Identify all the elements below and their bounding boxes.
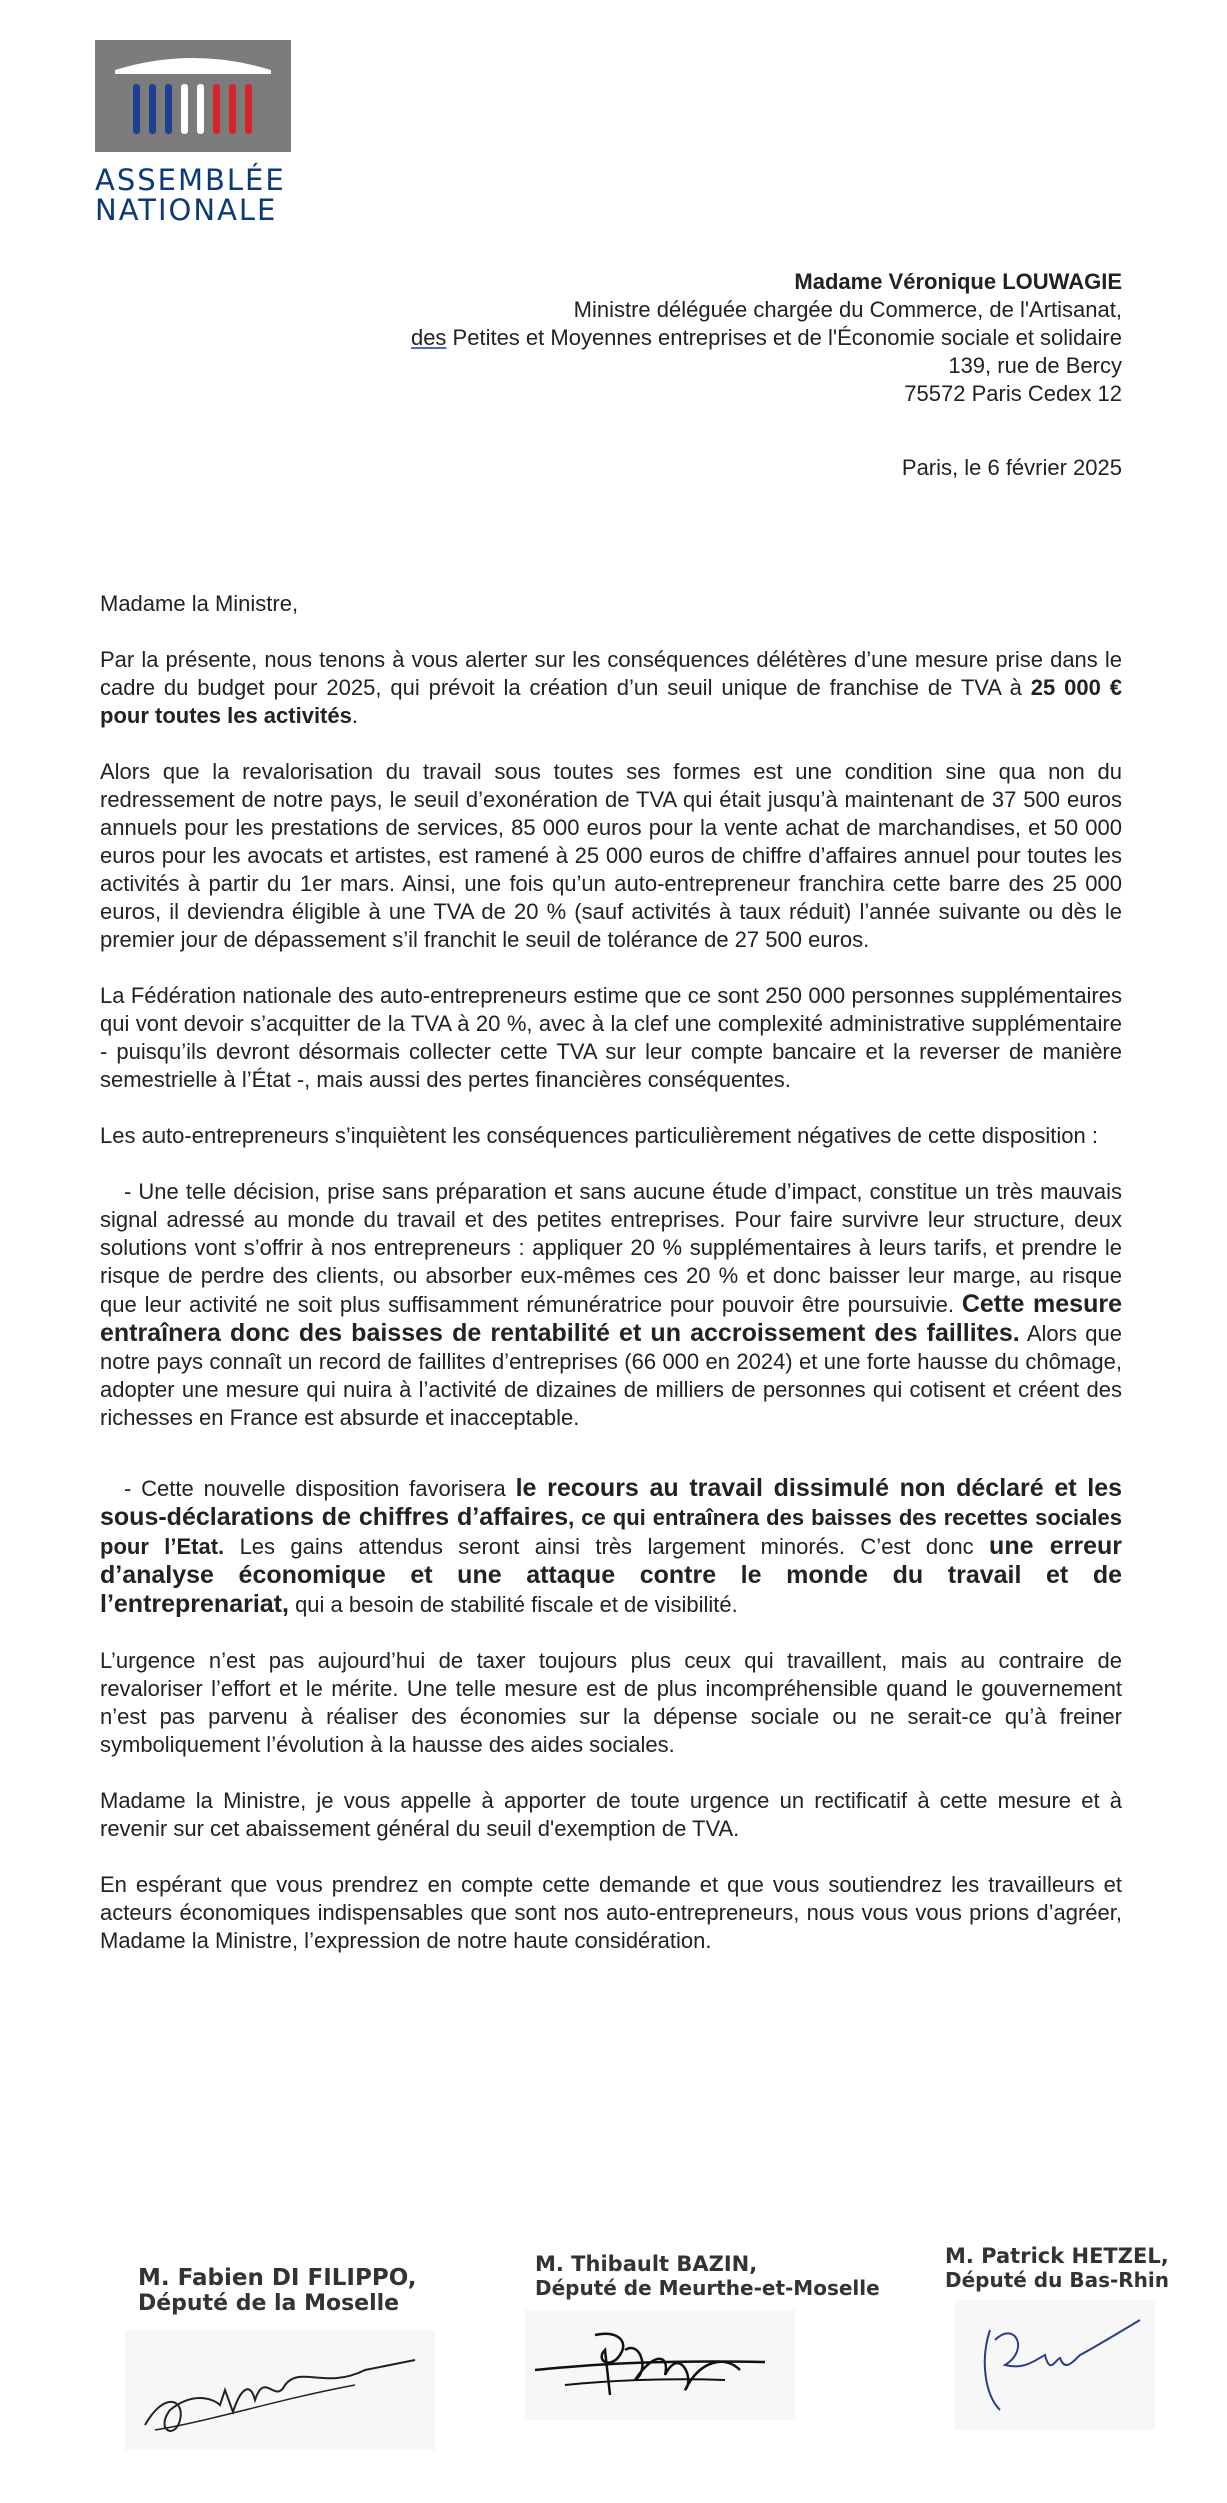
paragraph-2: Alors que la revalorisation du travail sous toutes ses formes est une condition sine qua non du redressement de notre pays, le seuil d’exonération de TVA qui était jusqu’à maintenant de 37 500 euros annuels pour les prestations de services, 85 000 euros pour la vente achat de marchandises, et 50 000 euros pour les avocats et artistes, est ramené à 25 000 euros de chiffre d’affaires annuel pour toutes les activités à partir du 1er mars. Ainsi, une fois qu’un auto-entrepreneur franchira cette barre des 25 000 euros, il deviendra éligible à une TVA de 20 % (sauf activités à taux réduit) l’année suivante ou dès le premier jour de dépassement s’il franchit le seuil de tolérance de 27 500 euros.	[100, 759, 1122, 952]
logo-pillar	[165, 84, 172, 134]
recipient-line-3: 139, rue de Bercy	[948, 353, 1122, 378]
recipient-address-block	[411, 268, 1122, 408]
logo-text	[95, 165, 305, 225]
logo-pillar	[181, 84, 188, 134]
assemblee-nationale-logo	[95, 40, 305, 225]
logo-pillar	[213, 84, 220, 134]
paragraph-8: Madame la Ministre, je vous appelle à apporter de toute urgence un rectificatif à cette mesure et à revenir sur cet abaissement général du seuil d'exemption de TVA.	[100, 1788, 1122, 1841]
paragraph-6-end: qui a besoin de stabilité fiscale et de visibilité.	[288, 1592, 738, 1617]
paragraph-6-text: - Cette nouvelle disposition favorisera	[124, 1476, 516, 1501]
recipient-line-4: 75572 Paris Cedex 12	[904, 381, 1122, 406]
logo-line-1: ASSEMBLÉE	[95, 163, 286, 197]
paragraph-1-bold: 25 000 € pour toutes les activités	[100, 675, 1123, 728]
signatory-title: Député de Meurthe-et-Moselle	[535, 2276, 880, 2300]
letter-body	[100, 590, 1122, 1983]
signatory-name: M. Patrick HETZEL,	[945, 2244, 1169, 2268]
letter-date: Paris, le 6 février 2025	[901, 455, 1122, 480]
paragraph-3: La Fédération nationale des auto-entrepreneurs estime que ce sont 250 000 personnes supplémentaires qui vont devoir s’acquitter de la TVA à 20 %, avec à la clef une complexité administrative supplémentaire - puisqu’ils devront désormais collecter cette TVA sur leur compte bancaire et la reverser de manière semestrielle à l’État -, mais aussi des pertes financières conséquentes.	[100, 983, 1122, 1092]
hemicycle-logo-icon	[95, 40, 291, 152]
signature-2-icon	[525, 2310, 795, 2420]
signatory-title: Député du Bas-Rhin	[945, 2268, 1170, 2292]
paragraph-1	[100, 646, 1122, 730]
signatory-name: M. Fabien DI FILIPPO,	[138, 2265, 417, 2291]
paragraph-6-bold-1: le recours au travail dissimulé non déclaré et les sous-déclarations de chiffres d’affaires	[100, 1474, 1123, 1531]
recipient-name: Madame Véronique LOUWAGIE	[794, 269, 1122, 294]
paragraph-6-bold-2: , ce qui entraînera des baisses des recettes sociales pour l’Etat.	[100, 1505, 1122, 1559]
logo-pillar	[133, 84, 140, 134]
logo-pillar	[149, 84, 156, 134]
paragraph-5-end: Alors que notre pays connaît un record de faillites d’entreprises (66 000 en 2024) et une forte hausse du chômage, adopter une mesure qui nuira à l’activité de dizaines de milliers de personnes qui cotisent et créent des richesses en France est absurde et inacceptable.	[100, 1321, 1123, 1430]
signature-block-1	[138, 2265, 416, 2316]
recipient-line-2-rest: Petites et Moyennes entreprises et de l'Économie sociale et solidaire	[446, 325, 1122, 350]
recipient-line-1: Ministre déléguée chargée du Commerce, de l'Artisanat,	[573, 297, 1122, 322]
signature-block-2	[535, 2252, 880, 2300]
paragraph-6-middle: Les gains attendus seront ainsi très largement minorés. C’est donc	[224, 1534, 990, 1559]
salutation: Madame la Ministre,	[100, 591, 299, 616]
recipient-line-2-start: des	[410, 325, 447, 350]
paragraph-9: En espérant que vous prendrez en compte cette demande et que vous soutiendrez les travailleurs et acteurs économiques indispensables que sont nos auto-entrepreneurs, nous vous vous prions d’agréer, Madame la Ministre, l’expression de notre haute considération.	[100, 1872, 1122, 1953]
paragraph-5-text: - Une telle décision, prise sans préparation et sans aucune étude d’impact, constitue un très mauvais signal adressé au monde du travail et des petites entreprises. Pour faire survivre leur structure, deux solutions vont s’offrir à nos entrepreneurs : appliquer 20 % supplémentaires à leurs tarifs, et prendre le risque de perdre des clients, ou absorber eux-mêmes ces 20 % et donc baisser leur marge, au risque que leur activité ne soit plus suffisamment rémunératrice pour pouvoir être poursuivie.	[100, 1179, 1122, 1317]
paragraph-6-bold-3: une erreur d’analyse économique et une attaque contre le monde du travail et de l’entreprenariat,	[100, 1532, 1122, 1618]
signature-3-icon	[955, 2300, 1155, 2430]
paragraph-5-bold: Cette mesure entraînera donc des baisses de rentabilité et un accroissement des faillites.	[100, 1290, 1122, 1347]
signature-block-3	[945, 2244, 1169, 2292]
logo-line-2: NATIONALE	[95, 193, 278, 227]
logo-pillar	[197, 84, 204, 134]
logo-pillar	[229, 84, 236, 134]
paragraph-6	[100, 1474, 1122, 1619]
signature-1-icon	[125, 2330, 435, 2450]
signatory-name: M. Thibault BAZIN,	[535, 2252, 758, 2276]
paragraph-4: Les auto-entrepreneurs s’inquiètent les conséquences particulièrement négatives de cette disposition :	[100, 1123, 1098, 1148]
paragraph-7: L’urgence n’est pas aujourd’hui de taxer toujours plus ceux qui travaillent, mais au contraire de revaloriser l’effort et le mérite. Une telle mesure est de plus incompréhensible quand le gouvernement n’est pas parvenu à réaliser des économies sur la dépense sociale ou ne serait-ce qu’à freiner symboliquement l’évolution à la hausse des aides sociales.	[100, 1648, 1122, 1757]
logo-pillar	[245, 84, 252, 134]
paragraph-5	[100, 1178, 1122, 1432]
recipient-line-2	[411, 324, 1122, 352]
paragraph-1-text: Par la présente, nous tenons à vous alerter sur les conséquences délétères d’une mesure prise dans le cadre du budget pour 2025, qui prévoit la création d’un seuil unique de franchise de TVA à	[100, 647, 1122, 700]
paragraph-1-end: .	[351, 703, 358, 728]
signatory-title: Député de la Moselle	[138, 2291, 400, 2316]
